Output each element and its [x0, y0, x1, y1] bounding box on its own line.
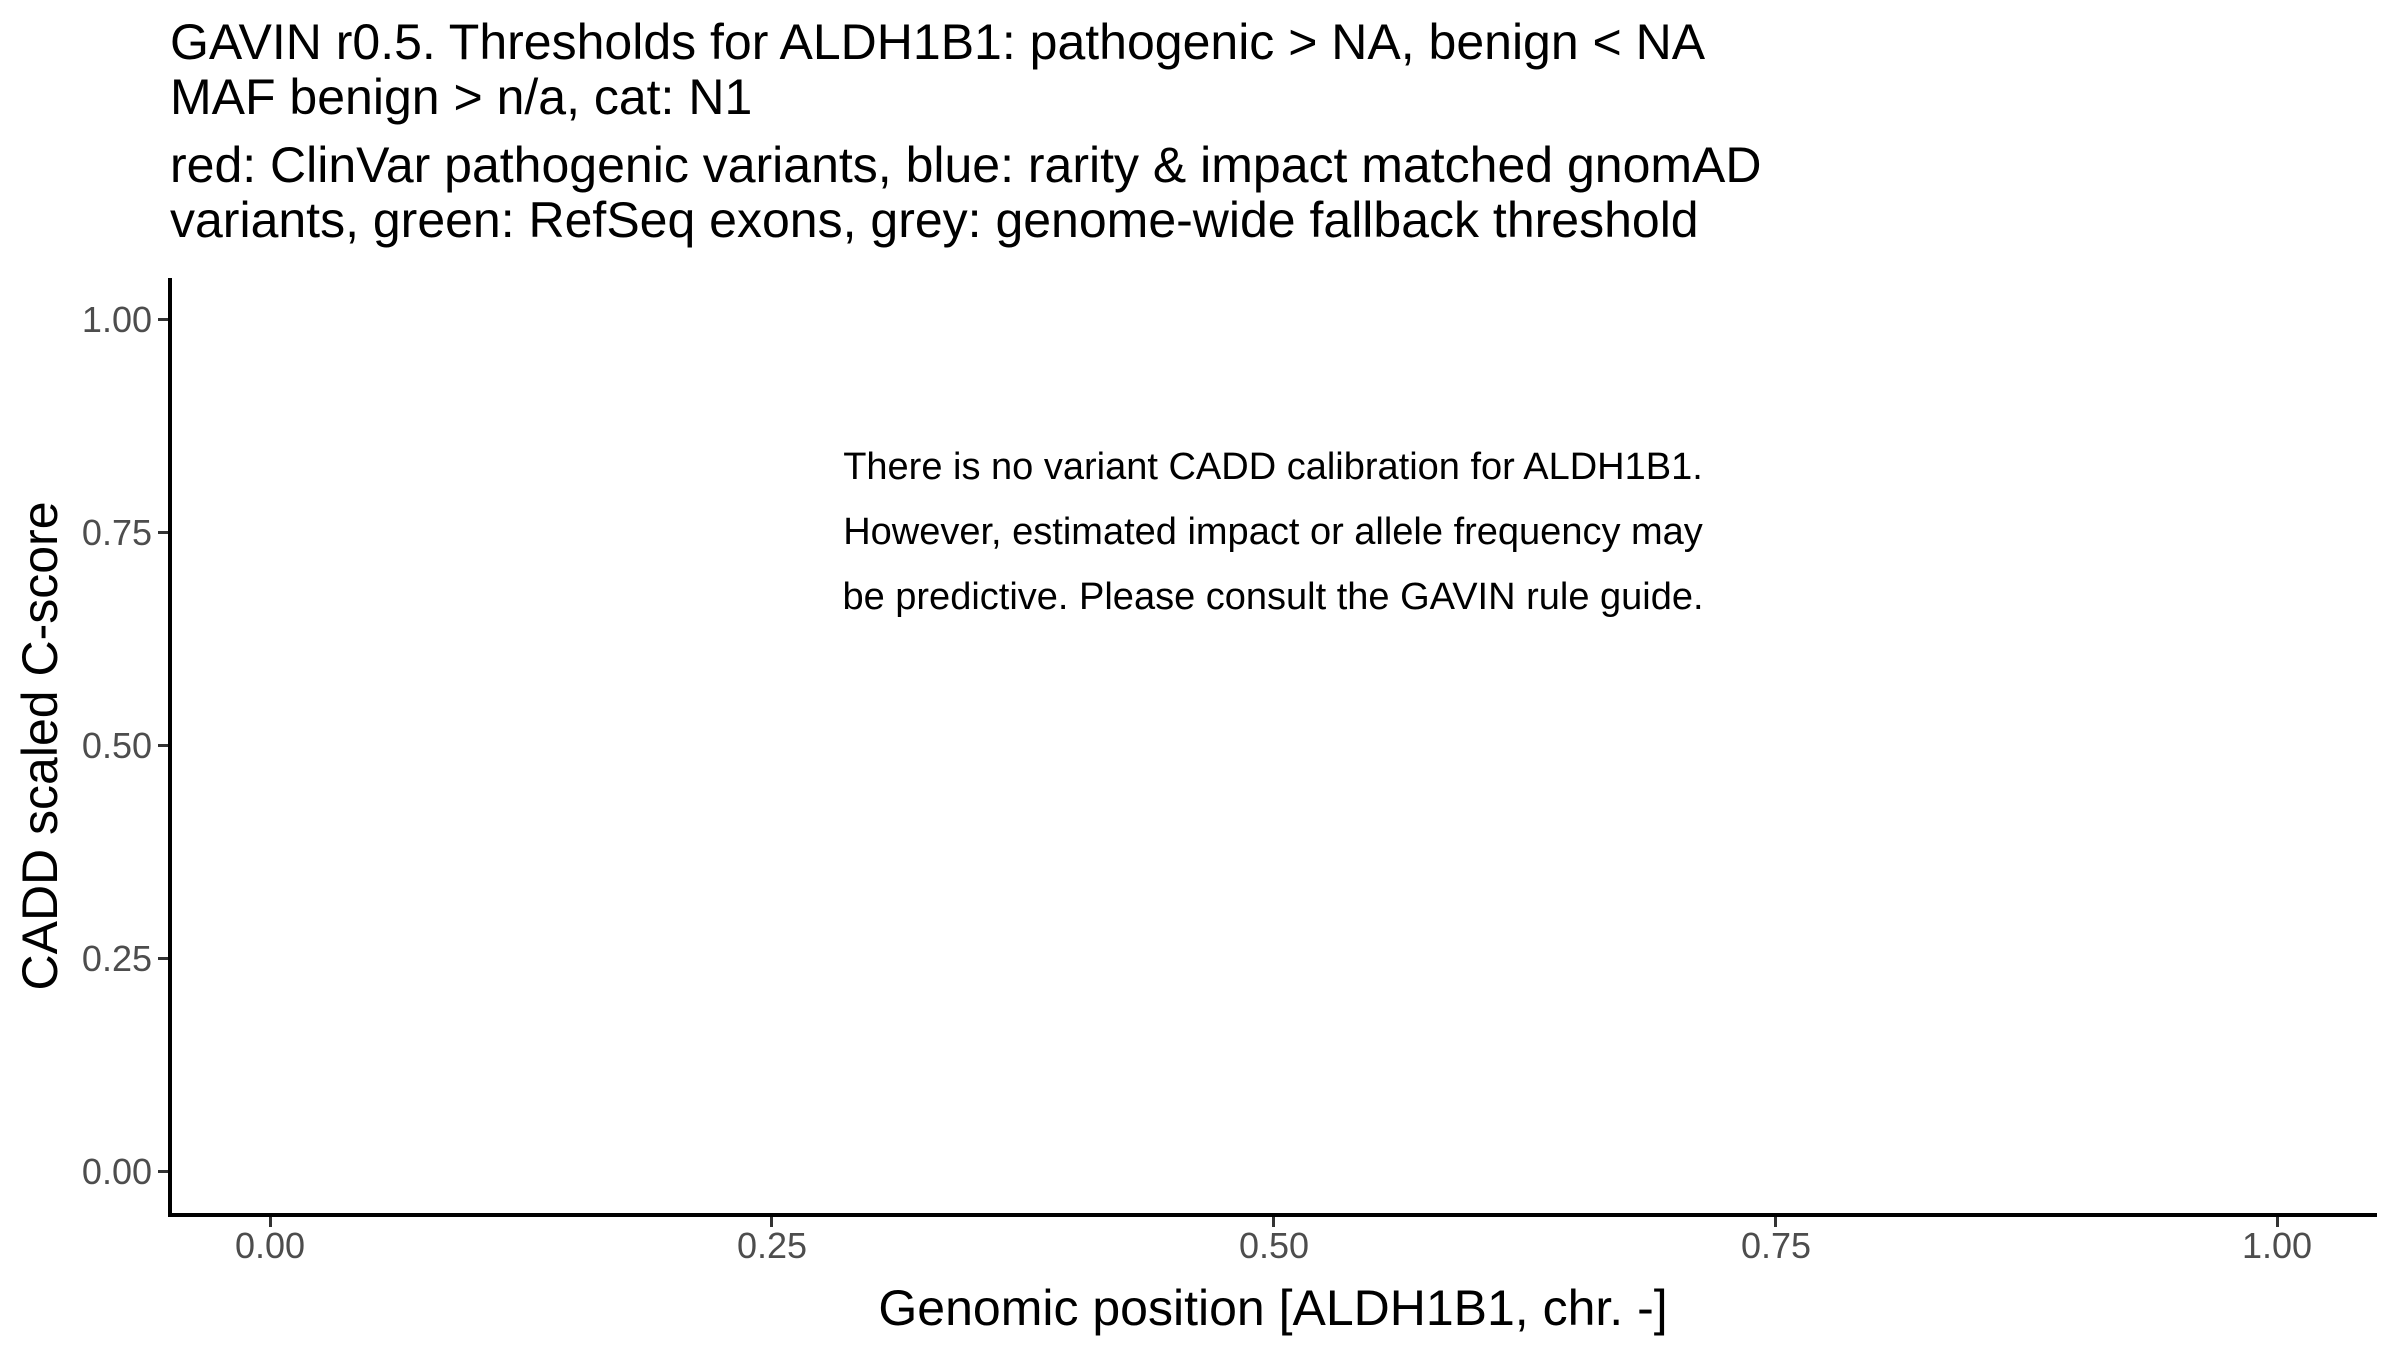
y-tick-mark-0.00 [158, 1170, 168, 1173]
annotation-line-2: However, estimated impact or allele frequency may [843, 511, 1703, 553]
annotation-line-1: There is no variant CADD calibration for ALDH1B1. [843, 446, 1703, 488]
y-tick-mark-1.00 [158, 318, 168, 321]
plot-subtitle-block [170, 138, 1761, 248]
y-tick-mark-0.75 [158, 531, 168, 534]
y-tick-label-0.75: 0.75 [81, 512, 152, 553]
x-tick-label-0.50: 0.50 [1238, 1225, 1310, 1266]
plot-title-line-1: GAVIN r0.5. Thresholds for ALDH1B1: pathogenic > NA, benign < NA [170, 14, 1706, 70]
x-tick-label-0.00: 0.00 [234, 1225, 306, 1266]
plot-title-block [170, 15, 1761, 248]
x-tick-label-0.75: 0.75 [1740, 1225, 1812, 1266]
plot-panel [168, 278, 2377, 1217]
y-tick-mark-0.25 [158, 957, 168, 960]
y-tick-mark-0.50 [158, 744, 168, 747]
x-axis-title: Genomic position [ALDH1B1, chr. -] [878, 1280, 1668, 1336]
annotation-line-3: be predictive. Please consult the GAVIN rule guide. [842, 576, 1704, 618]
x-tick-label-0.25: 0.25 [736, 1225, 808, 1266]
y-tick-label-1.00: 1.00 [81, 299, 152, 340]
y-tick-label-0.25: 0.25 [81, 938, 152, 979]
plot-subtitle-line-2: variants, green: RefSeq exons, grey: genome-wide fallback threshold [170, 192, 1699, 248]
y-tick-label-0.00: 0.00 [81, 1151, 152, 1192]
x-tick-label-1.00: 1.00 [2241, 1225, 2313, 1266]
plot-title-line-2: MAF benign > n/a, cat: N1 [170, 69, 753, 125]
y-axis-title: CADD scaled C-score [12, 501, 68, 991]
plot-subtitle-line-1: red: ClinVar pathogenic variants, blue: rarity & impact matched gnomAD [170, 137, 1762, 193]
y-tick-label-0.50: 0.50 [81, 725, 152, 766]
no-calibration-annotation [842, 435, 1703, 630]
